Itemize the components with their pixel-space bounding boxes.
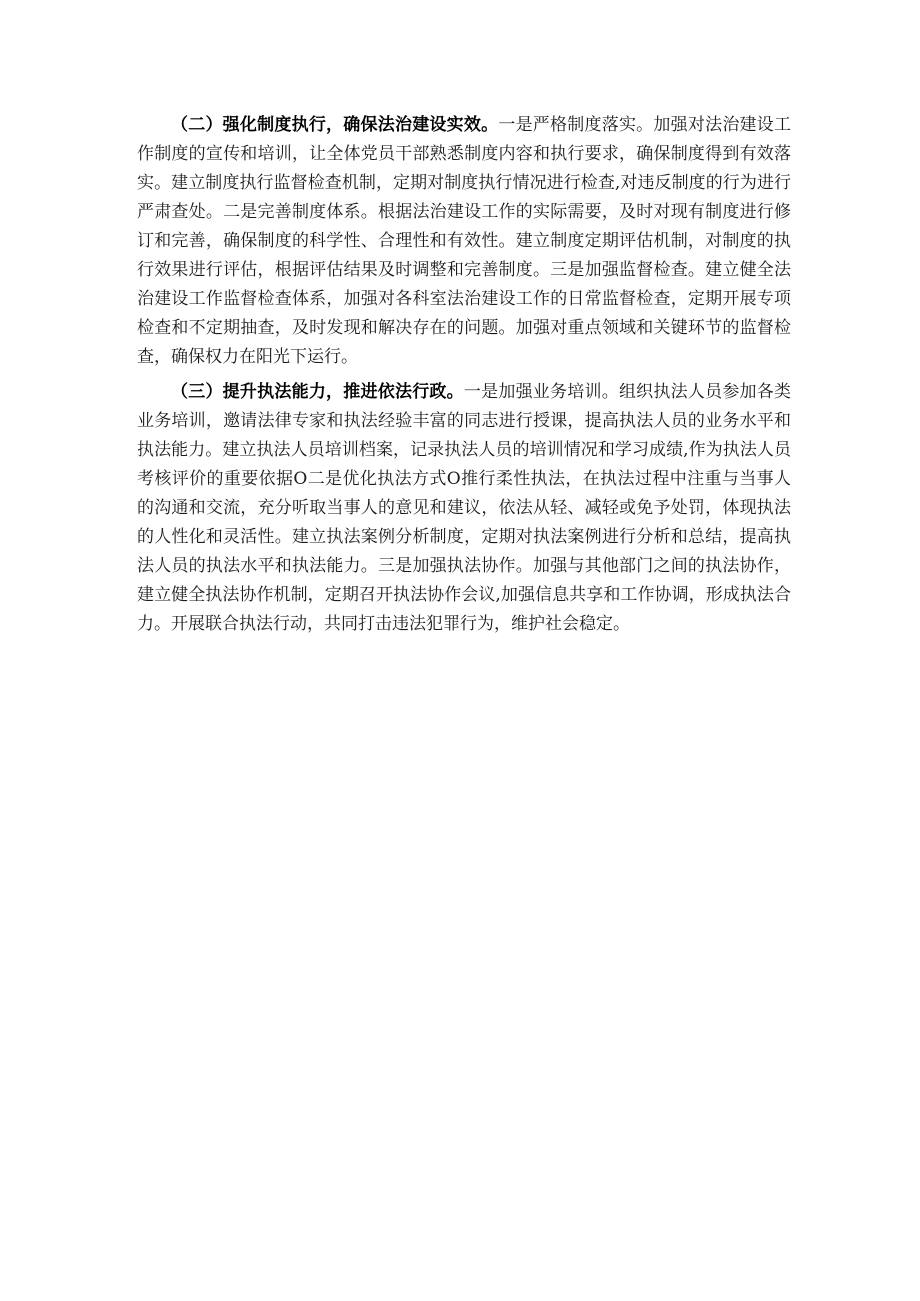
paragraph-text: 一是加强业务培训。组织执法人员参加各类业务培训，邀请法律专家和执法经验丰富的同志进行授课，提高执法人员的业务水平和执法能力。建立执法人员培训档案，记录执法人员的培训情况和学习成绩,作为执法人员考核评价的重要依据O二是优化执法方式O推行柔性执法，在执法过程中注重与当事人的沟通和交流，充分听取当事人的意见和建议，依法从轻、减轻或免予处罚，体现执法的人性化和灵活性。建立执法案例分析制度，定期对执法案例进行分析和总结，提高执法人员的执法水平和执法能力。三是加强执法协作。加强与其他部门之间的执法协作，建立健全执法协作机制，定期召开执法协作会议,加强信息共享和工作协调，形成执法合力。开展联合执法行动，共同打击违法犯罪行为，维护社会稳定。 [137,382,792,634]
paragraph-improve-law-enforcement [137,378,791,639]
paragraph-strengthen-system-execution [137,111,791,372]
document-body [137,111,791,645]
paragraph-text: 一是严格制度落实。加强对法治建设工作制度的宣传和培训，让全体党员干部熟悉制度内容和执行要求，确保制度得到有效落实。建立制度执行监督检查机制，定期对制度执行情况进行检查,对违反制度的行为进行严肃查处。二是完善制度体系。根据法治建设工作的实际需要，及时对现有制度进行修订和完善，确保制度的科学性、合理性和有效性。建立制度定期评估机制，对制度的执行效果进行评估，根据评估结果及时调整和完善制度。三是加强监督检查。建立健全法治建设工作监督检查体系，加强对各科室法治建设工作的日常监督检查，定期开展专项检查和不定期抽查，及时发现和解决存在的问题。加强对重点领域和关键环节的监督检查，确保权力在阳光下运行。 [137,115,792,367]
paragraph-heading: （二）强化制度执行，确保法治建设实效。 [171,115,499,135]
paragraph-heading: （三）提升执法能力，推进依法行政。 [171,382,464,402]
